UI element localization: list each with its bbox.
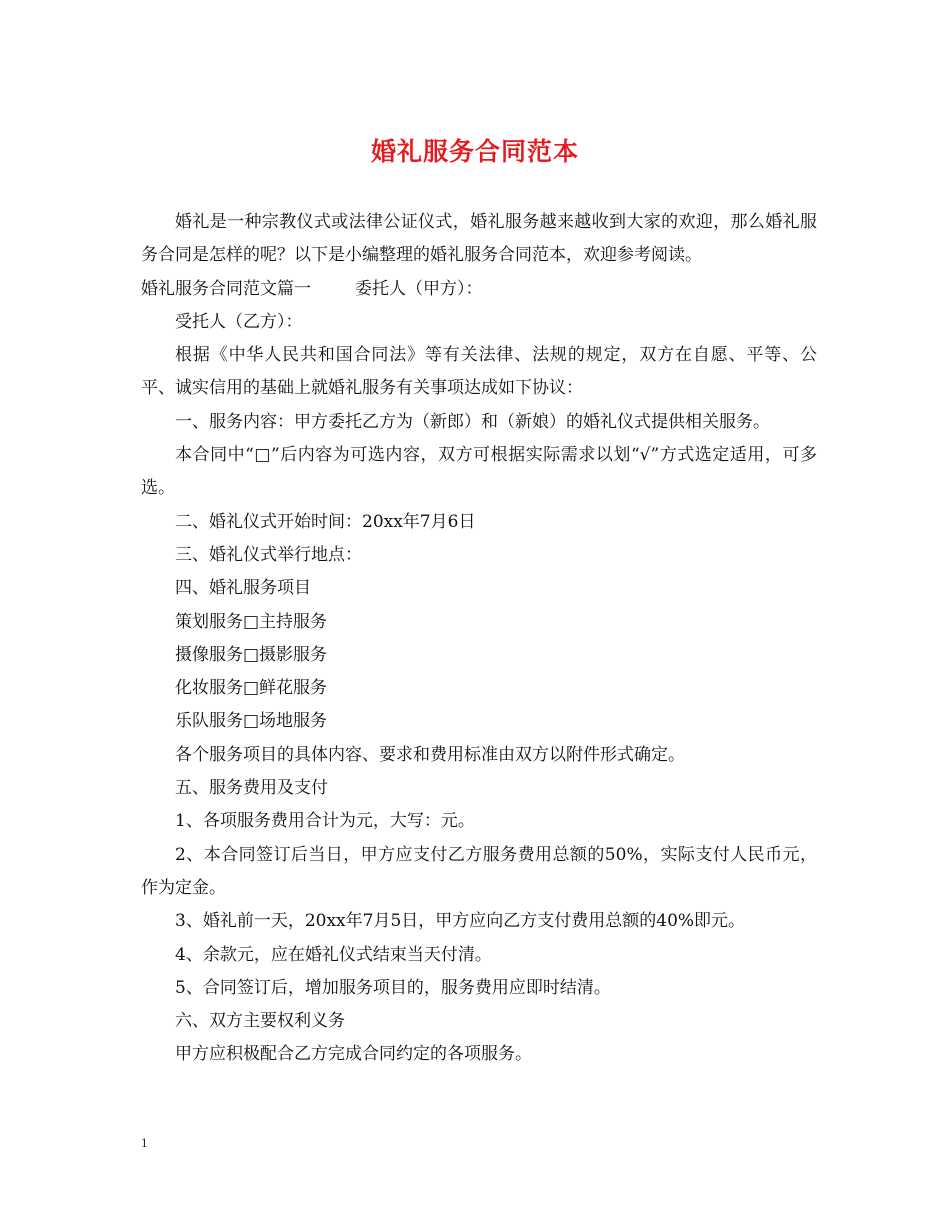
document-title: 婚礼服务合同范本	[370, 137, 579, 166]
service-item: 乐队服务□场地服务	[175, 711, 328, 732]
service-item: 摄像服务□摄影服务	[175, 644, 328, 665]
contract-paragraph: 二、婚礼仪式开始时间：20xx年7月6日	[175, 511, 476, 532]
contract-paragraph: 五、服务费用及支付	[175, 778, 328, 799]
contract-paragraph: 甲方应积极配合乙方完成合同约定的各项服务。	[175, 1044, 532, 1065]
service-item: 化妆服务□鲜花服务	[175, 678, 328, 699]
sample-heading-line	[141, 273, 817, 306]
party-a-label: 委托人（甲方）：	[355, 278, 483, 299]
contract-paragraph: 一、服务内容：甲方委托乙方为（新郎）和（新娘）的婚礼仪式提供相关服务。	[175, 411, 770, 432]
sample-heading: 婚礼服务合同范文篇一	[141, 278, 311, 299]
contract-paragraph: 5、合同签订后，增加服务项目的，服务费用应即时结清。	[175, 977, 611, 998]
document-body	[141, 206, 817, 1072]
contract-paragraph: 本合同中“□”后内容为可选内容，双方可根据实际需求以划“√”方式选定适用，可多选。	[141, 445, 817, 499]
contract-paragraph: 根据《中华人民共和国合同法》等有关法律、法规的规定，双方在自愿、平等、公平、诚实信用的基础上就婚礼服务有关事项达成如下协议：	[141, 345, 817, 399]
party-b-label: 受托人（乙方）：	[175, 311, 303, 332]
intro-paragraph: 婚礼是一种宗教仪式或法律公证仪式，婚礼服务越来越收到大家的欢迎，那么婚礼服务合同是怎样的呢？以下是小编整理的婚礼服务合同范本，欢迎参考阅读。	[141, 212, 817, 266]
contract-paragraph: 3、婚礼前一天，20xx年7月5日，甲方应向乙方支付费用总额的40%即元。	[175, 911, 746, 932]
page-number: 1	[141, 1135, 148, 1150]
contract-paragraph: 1、各项服务费用合计为元，大写：元。	[175, 811, 475, 832]
service-item: 策划服务□主持服务	[175, 611, 328, 632]
contract-paragraph: 三、婚礼仪式举行地点：	[175, 544, 362, 565]
contract-paragraph: 各个服务项目的具体内容、要求和费用标准由双方以附件形式确定。	[175, 744, 685, 765]
contract-paragraph: 四、婚礼服务项目	[175, 578, 311, 599]
contract-paragraph: 六、双方主要权利义务	[175, 1011, 345, 1032]
contract-paragraph: 4、余款元，应在婚礼仪式结束当天付清。	[175, 944, 492, 965]
contract-paragraph: 2、本合同签订后当日，甲方应支付乙方服务费用总额的50%，实际支付人民币元，作为定金。	[141, 844, 817, 898]
